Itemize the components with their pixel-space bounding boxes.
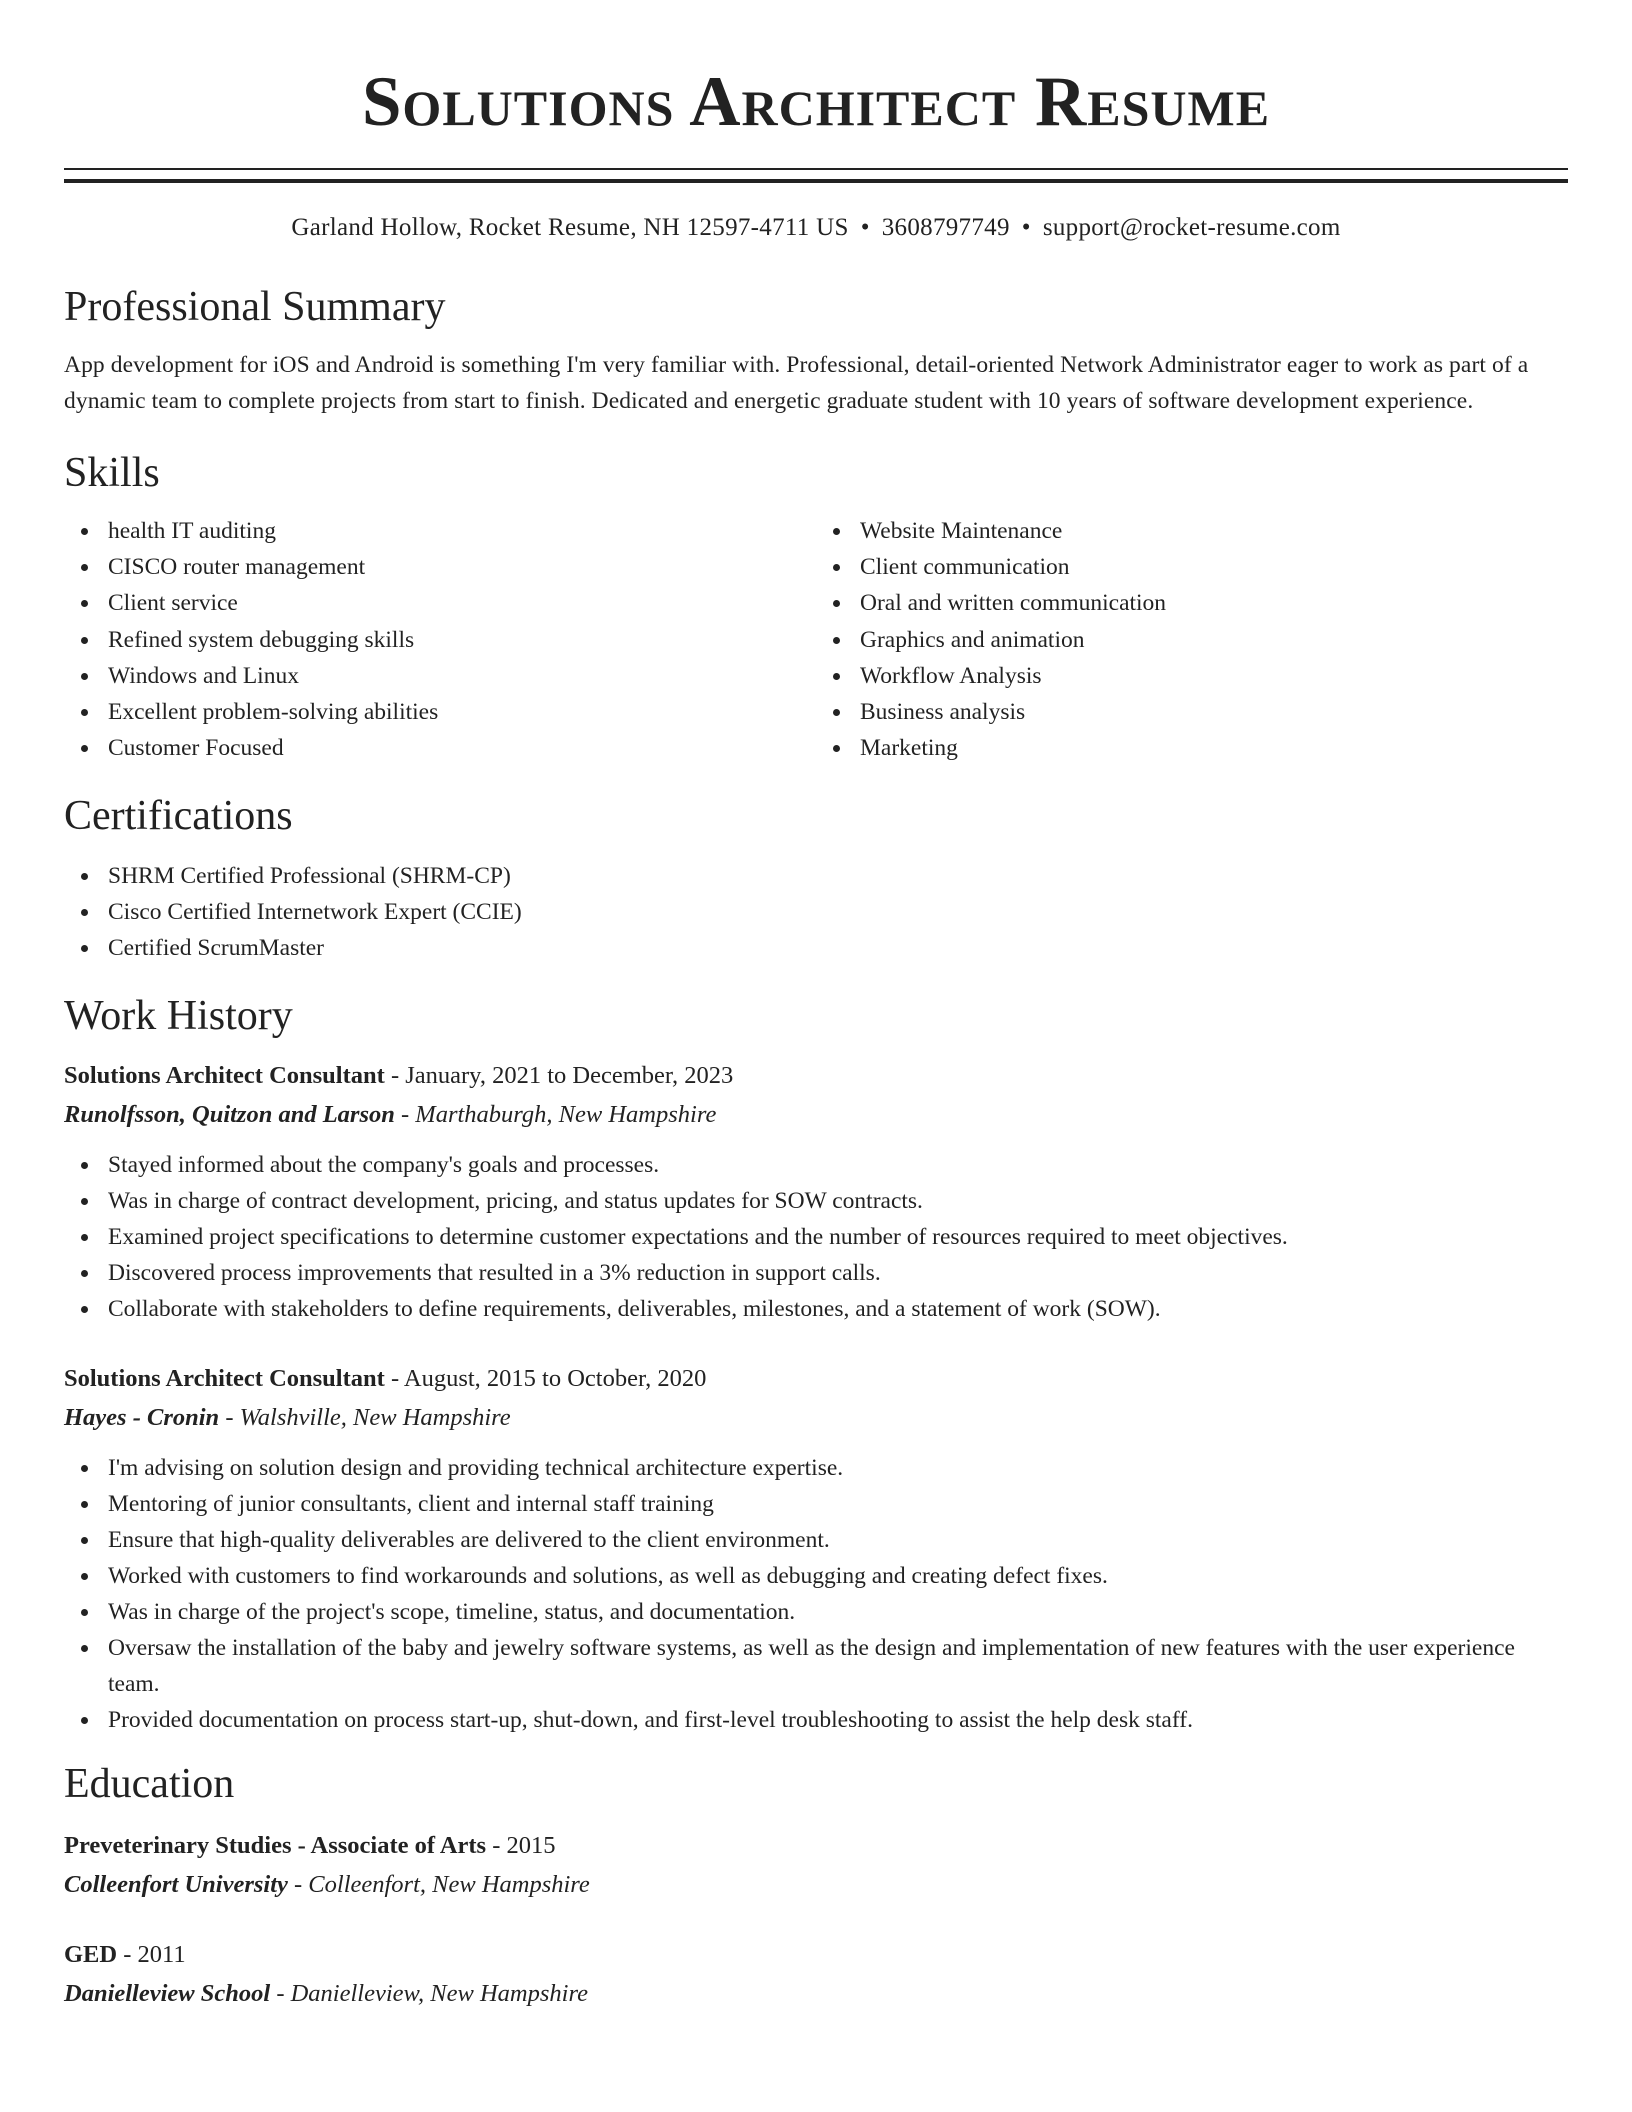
job-bullet: Was in charge of the project's scope, timeline, status, and documentation. [108, 1594, 1568, 1630]
job-bullet: Collaborate with stakeholders to define requirements, deliverables, milestones, and a statement of work (SOW). [108, 1291, 1568, 1327]
company-name: Hayes - Cronin [64, 1404, 220, 1432]
resume-title: Solutions Architect Resume [361, 63, 1271, 141]
company-line [64, 1398, 1568, 1438]
certification-item: Certified ScrumMaster [108, 930, 1568, 966]
company-location: - Marthaburgh, New Hampshire [394, 1101, 717, 1129]
job-bullets [64, 1147, 1568, 1327]
skills-columns [64, 513, 1568, 766]
company-location: - Walshville, New Hampshire [219, 1404, 511, 1432]
contact-phone: 3608797749 [881, 214, 1010, 241]
skill-item: Client communication [860, 549, 1568, 585]
contact-separator: • [860, 214, 870, 241]
job-bullets [64, 1450, 1568, 1738]
job-dates: - August, 2015 to October, 2020 [384, 1365, 707, 1393]
degree-year: - 2011 [117, 1941, 186, 1969]
skill-item: CISCO router management [108, 549, 816, 585]
summary-heading: Professional Summary [64, 284, 446, 330]
contact-line [64, 211, 1568, 245]
job-bullet: Was in charge of contract development, pricing, and status updates for SOW contracts. [108, 1183, 1568, 1219]
degree-line [64, 1826, 1568, 1865]
job-bullet: Stayed informed about the company's goals and processes. [108, 1147, 1568, 1183]
education-entry [64, 1826, 1568, 1905]
contact-email: support@rocket-resume.com [1042, 214, 1341, 241]
certification-item: SHRM Certified Professional (SHRM-CP) [108, 858, 1568, 894]
job-bullet: I'm advising on solution design and providing technical architecture expertise. [108, 1450, 1568, 1486]
job-title-line [64, 1056, 1568, 1095]
job-bullet: Ensure that high-quality deliverables are delivered to the client environment. [108, 1522, 1568, 1558]
company-name: Runolfsson, Quitzon and Larson [64, 1101, 395, 1129]
skill-item: Workflow Analysis [860, 658, 1568, 694]
school-location: - Colleenfort, New Hampshire [287, 1871, 590, 1899]
job-bullet: Worked with customers to find workarounds and solutions, as well as debugging and creating defect fixes. [108, 1558, 1568, 1594]
degree-line [64, 1935, 1568, 1974]
skill-item: Graphics and animation [860, 622, 1568, 658]
job-title: Solutions Architect Consultant [64, 1062, 385, 1090]
job-bullet: Examined project specifications to determine customer expectations and the number of resources required to meet objectives. [108, 1219, 1568, 1255]
skills-heading: Skills [64, 450, 160, 496]
school-name: Danielleview School [64, 1980, 271, 2008]
school-line [64, 1865, 1568, 1905]
job-title-line [64, 1359, 1568, 1398]
job-title: Solutions Architect Consultant [64, 1365, 385, 1393]
skill-item: Business analysis [860, 694, 1568, 730]
skills-list-left [64, 513, 816, 766]
job-bullet: Discovered process improvements that resulted in a 3% reduction in support calls. [108, 1255, 1568, 1291]
company-line [64, 1095, 1568, 1135]
certifications-heading: Certifications [64, 793, 293, 840]
degree-name: Preveterinary Studies - Associate of Arts [64, 1832, 487, 1860]
skills-list-right [816, 513, 1568, 766]
job-entry [64, 1056, 1568, 1327]
education-heading: Education [64, 1761, 235, 1808]
contact-address: Garland Hollow, Rocket Resume, NH 12597-4711 US [291, 214, 849, 241]
skill-item: Marketing [860, 730, 1568, 766]
school-line [64, 1974, 1568, 2014]
work-history-heading: Work History [64, 993, 293, 1040]
title-divider [64, 168, 1568, 183]
degree-year: - 2015 [486, 1832, 556, 1860]
certifications-list [64, 858, 1568, 966]
job-bullet: Mentoring of junior consultants, client and internal staff training [108, 1486, 1568, 1522]
skill-item: Customer Focused [108, 730, 816, 766]
skill-item: Refined system debugging skills [108, 622, 816, 658]
school-name: Colleenfort University [64, 1871, 288, 1899]
skill-item: health IT auditing [108, 513, 816, 549]
certification-item: Cisco Certified Internetwork Expert (CCIE) [108, 894, 1568, 930]
job-bullet: Oversaw the installation of the baby and jewelry software systems, as well as the design and implementation of new features with the user experience team. [108, 1630, 1568, 1702]
job-entry [64, 1359, 1568, 1738]
skill-item: Oral and written communication [860, 585, 1568, 621]
contact-separator: • [1021, 214, 1031, 241]
degree-name: GED [64, 1941, 118, 1969]
skill-item: Client service [108, 585, 816, 621]
job-dates: - January, 2021 to December, 2023 [384, 1062, 734, 1090]
skill-item: Website Maintenance [860, 513, 1568, 549]
education-entry [64, 1935, 1568, 2014]
skill-item: Windows and Linux [108, 658, 816, 694]
school-location: - Danielleview, New Hampshire [270, 1980, 588, 2008]
job-bullet: Provided documentation on process start-up, shut-down, and first-level troubleshooting to assist the help desk staff. [108, 1702, 1568, 1738]
skill-item: Excellent problem-solving abilities [108, 694, 816, 730]
summary-text: App development for iOS and Android is something I'm very familiar with. Professional, detail-oriented Network Administrator eager to work as part of a dynamic team to complete projects from start to finish. Dedicated and energetic graduate student with 10 years of software development experience. [64, 352, 1529, 414]
